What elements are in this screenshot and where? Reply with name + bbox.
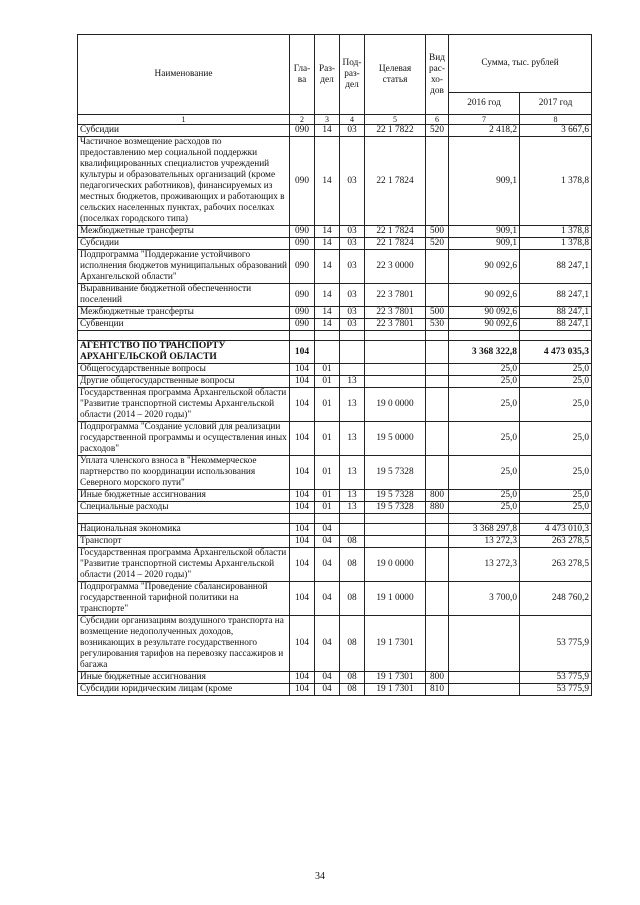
cell-podrazdel: 08 — [340, 616, 365, 672]
col-number: 3 — [315, 115, 340, 125]
cell-glava: 104 — [290, 548, 315, 582]
cell-target: 22 3 0000 — [365, 250, 426, 284]
cell-y2017: 263 278,5 — [520, 548, 592, 582]
col-number: 6 — [426, 115, 449, 125]
cell-podrazdel — [340, 524, 365, 536]
cell-podrazdel: 08 — [340, 548, 365, 582]
cell-vid: 520 — [426, 238, 449, 250]
agency-section — [78, 341, 592, 364]
cell-target: 19 0 0000 — [365, 548, 426, 582]
cell-target: 19 5 0000 — [365, 422, 426, 456]
cell-podrazdel: 13 — [340, 456, 365, 490]
cell-y2016: 3 368 297,8 — [449, 524, 520, 536]
header-target: Целевая статья — [365, 35, 426, 115]
cell-razdel: 01 — [315, 490, 340, 502]
cell-razdel: 04 — [315, 672, 340, 684]
cell-y2016: 90 092,6 — [449, 250, 520, 284]
cell-y2017: 88 247,1 — [520, 250, 592, 284]
cell-razdel: 04 — [315, 536, 340, 548]
table-row — [78, 548, 592, 582]
cell-target — [365, 364, 426, 376]
cell-y2017: 25,0 — [520, 456, 592, 490]
cell-podrazdel: 03 — [340, 137, 365, 226]
cell-name: Иные бюджетные ассигнования — [78, 490, 290, 502]
section-education-subsidies — [78, 125, 592, 331]
cell-vid — [426, 524, 449, 536]
cell-target: 19 0 0000 — [365, 388, 426, 422]
cell-name: Субвенции — [78, 319, 290, 331]
table-row — [78, 582, 592, 616]
cell-glava: 104 — [290, 490, 315, 502]
cell-target: 22 1 7822 — [365, 125, 426, 137]
spacer — [78, 514, 592, 524]
cell-name: Субсидии юридическим лицам (кроме — [78, 684, 290, 696]
cell-y2017: 25,0 — [520, 502, 592, 514]
cell-podrazdel: 08 — [340, 536, 365, 548]
cell-vid: 800 — [426, 490, 449, 502]
cell-glava: 104 — [290, 524, 315, 536]
cell-target: 22 3 7801 — [365, 307, 426, 319]
cell-glava: 104 — [290, 616, 315, 672]
cell-podrazdel: 13 — [340, 376, 365, 388]
cell-glava: 104 — [290, 684, 315, 696]
cell-y2017: 88 247,1 — [520, 319, 592, 331]
cell-y2016: 90 092,6 — [449, 307, 520, 319]
cell-razdel: 14 — [315, 125, 340, 137]
cell-y2016: 90 092,6 — [449, 319, 520, 331]
cell-target — [365, 524, 426, 536]
cell-razdel: 14 — [315, 307, 340, 319]
cell-y2017: 1 378,8 — [520, 137, 592, 226]
header-2017: 2017 год — [520, 93, 592, 115]
cell-y2016: 25,0 — [449, 490, 520, 502]
cell-y2016: 3 700,0 — [449, 582, 520, 616]
cell-y2017: 3 667,6 — [520, 125, 592, 137]
cell-y2017: 1 378,8 — [520, 238, 592, 250]
cell-y2016: 909,1 — [449, 137, 520, 226]
cell-razdel: 04 — [315, 524, 340, 536]
cell-podrazdel: 03 — [340, 125, 365, 137]
col-number: 1 — [78, 115, 290, 125]
cell-name: Государственная программа Архангельской области "Развитие транспортной системы Архангельской области (2014 – 2020 годы)" — [78, 548, 290, 582]
cell-y2017: 4 473 010,3 — [520, 524, 592, 536]
header-name: Наименование — [78, 35, 290, 115]
cell-vid: 810 — [426, 684, 449, 696]
spacer — [78, 331, 592, 341]
section-general-questions — [78, 364, 592, 514]
cell-target: 22 1 7824 — [365, 137, 426, 226]
cell-vid — [426, 548, 449, 582]
cell-podrazdel: 08 — [340, 684, 365, 696]
col-number: 4 — [340, 115, 365, 125]
cell-glava: 090 — [290, 250, 315, 284]
cell-vid — [426, 616, 449, 672]
cell-target — [365, 536, 426, 548]
cell-vid: 880 — [426, 502, 449, 514]
cell-y2017: 248 760,2 — [520, 582, 592, 616]
cell-glava: 104 — [290, 376, 315, 388]
cell-podrazdel: 13 — [340, 422, 365, 456]
agency-name: АГЕНТСТВО ПО ТРАНСПОРТУ АРХАНГЕЛЬСКОЙ ОБЛАСТИ — [78, 341, 290, 364]
cell-vid — [426, 364, 449, 376]
cell-name: Иные бюджетные ассигнования — [78, 672, 290, 684]
table-row — [78, 422, 592, 456]
cell-target: 19 1 7301 — [365, 684, 426, 696]
table-row — [78, 319, 592, 331]
cell-y2016: 13 272,3 — [449, 548, 520, 582]
table-row — [78, 684, 592, 696]
table-row — [78, 137, 592, 226]
cell-glava: 104 — [290, 456, 315, 490]
cell-vid — [426, 422, 449, 456]
header-sum: Сумма, тыс. рублей — [449, 35, 592, 93]
cell-razdel: 14 — [315, 238, 340, 250]
cell-name: Общегосударственные вопросы — [78, 364, 290, 376]
cell-podrazdel: 08 — [340, 672, 365, 684]
cell-y2017: 53 775,9 — [520, 616, 592, 672]
cell-razdel: 14 — [315, 226, 340, 238]
cell-y2017: 25,0 — [520, 490, 592, 502]
cell-razdel: 14 — [315, 284, 340, 307]
cell-target: 19 1 0000 — [365, 582, 426, 616]
agency-2017: 4 473 035,3 — [520, 341, 592, 364]
cell-y2016: 2 418,2 — [449, 125, 520, 137]
cell-y2016: 909,1 — [449, 238, 520, 250]
cell-y2017: 263 278,5 — [520, 536, 592, 548]
cell-glava: 104 — [290, 502, 315, 514]
cell-vid: 520 — [426, 125, 449, 137]
budget-table — [77, 34, 592, 696]
cell-vid — [426, 250, 449, 284]
cell-razdel: 04 — [315, 616, 340, 672]
header-podrazdel: Под-раз-дел — [340, 35, 365, 115]
cell-glava: 104 — [290, 672, 315, 684]
cell-name: Межбюджетные трансферты — [78, 226, 290, 238]
table-row — [78, 376, 592, 388]
cell-glava: 090 — [290, 125, 315, 137]
cell-vid: 500 — [426, 307, 449, 319]
cell-glava: 090 — [290, 307, 315, 319]
cell-y2017: 25,0 — [520, 364, 592, 376]
cell-y2017: 25,0 — [520, 388, 592, 422]
cell-y2016: 25,0 — [449, 388, 520, 422]
page-number: 34 — [315, 871, 325, 882]
cell-vid — [426, 388, 449, 422]
table-row — [78, 364, 592, 376]
cell-glava: 104 — [290, 422, 315, 456]
cell-razdel: 14 — [315, 319, 340, 331]
header-vid: Вид рас-хо-дов — [426, 35, 449, 115]
cell-target: 19 1 7301 — [365, 616, 426, 672]
table-row — [78, 456, 592, 490]
cell-glava: 090 — [290, 319, 315, 331]
cell-target: 19 1 7301 — [365, 672, 426, 684]
cell-name: Государственная программа Архангельской области "Развитие транспортной системы Архангельской области (2014 – 2020 годы)" — [78, 388, 290, 422]
cell-podrazdel: 03 — [340, 307, 365, 319]
cell-razdel: 14 — [315, 250, 340, 284]
cell-y2016 — [449, 672, 520, 684]
cell-y2016: 13 272,3 — [449, 536, 520, 548]
header-glava: Гла-ва — [290, 35, 315, 115]
column-numbers-row — [78, 115, 592, 125]
cell-name: Другие общегосударственные вопросы — [78, 376, 290, 388]
cell-razdel: 04 — [315, 684, 340, 696]
cell-podrazdel: 13 — [340, 502, 365, 514]
cell-razdel: 01 — [315, 388, 340, 422]
col-number: 2 — [290, 115, 315, 125]
cell-vid — [426, 376, 449, 388]
cell-razdel: 01 — [315, 376, 340, 388]
cell-podrazdel: 03 — [340, 284, 365, 307]
cell-vid: 500 — [426, 226, 449, 238]
cell-razdel: 01 — [315, 422, 340, 456]
cell-y2016: 909,1 — [449, 226, 520, 238]
cell-name: Межбюджетные трансферты — [78, 307, 290, 319]
cell-razdel: 01 — [315, 364, 340, 376]
cell-y2016: 90 092,6 — [449, 284, 520, 307]
cell-razdel: 01 — [315, 456, 340, 490]
cell-y2017: 53 775,9 — [520, 672, 592, 684]
cell-podrazdel: 03 — [340, 226, 365, 238]
agency-row — [78, 341, 592, 364]
cell-vid — [426, 284, 449, 307]
cell-podrazdel — [340, 364, 365, 376]
cell-razdel: 04 — [315, 548, 340, 582]
cell-glava: 090 — [290, 137, 315, 226]
cell-podrazdel: 13 — [340, 388, 365, 422]
cell-vid — [426, 456, 449, 490]
cell-y2017: 25,0 — [520, 422, 592, 456]
cell-y2017: 25,0 — [520, 376, 592, 388]
cell-name: Субсидии — [78, 238, 290, 250]
cell-podrazdel: 08 — [340, 582, 365, 616]
cell-y2017: 1 378,8 — [520, 226, 592, 238]
cell-y2016: 25,0 — [449, 364, 520, 376]
cell-razdel: 14 — [315, 137, 340, 226]
cell-target: 19 5 7328 — [365, 456, 426, 490]
cell-target: 19 5 7328 — [365, 502, 426, 514]
cell-name: Подпрограмма "Поддержание устойчивого исполнения бюджетов муниципальных образований Архангельской области" — [78, 250, 290, 284]
cell-y2017: 53 775,9 — [520, 684, 592, 696]
table-row — [78, 125, 592, 137]
section-national-economy — [78, 524, 592, 696]
cell-podrazdel: 03 — [340, 319, 365, 331]
cell-glava: 090 — [290, 284, 315, 307]
table-row — [78, 672, 592, 684]
cell-name: Уплата членского взноса в "Некоммерческое партнерство по координации использования Северного морского пути" — [78, 456, 290, 490]
table-row — [78, 284, 592, 307]
cell-glava: 104 — [290, 388, 315, 422]
cell-y2016: 25,0 — [449, 502, 520, 514]
header-razdel: Раз-дел — [315, 35, 340, 115]
cell-glava: 104 — [290, 536, 315, 548]
cell-vid: 800 — [426, 672, 449, 684]
cell-glava: 090 — [290, 238, 315, 250]
cell-podrazdel: 03 — [340, 250, 365, 284]
cell-target: 19 5 7328 — [365, 490, 426, 502]
cell-name: Транспорт — [78, 536, 290, 548]
header-2016: 2016 год — [449, 93, 520, 115]
cell-name: Выравнивание бюджетной обеспеченности поселений — [78, 284, 290, 307]
cell-y2016 — [449, 684, 520, 696]
cell-name: Субсидии — [78, 125, 290, 137]
cell-name: Субсидии организациям воздушного транспорта на возмещение недополученных доходов, возникающих в результате государственного регулирования тарифов на перевозку пассажиров и багажа — [78, 616, 290, 672]
cell-podrazdel: 03 — [340, 238, 365, 250]
cell-y2016: 25,0 — [449, 422, 520, 456]
table-row — [78, 502, 592, 514]
table-row — [78, 524, 592, 536]
cell-vid — [426, 137, 449, 226]
cell-y2017: 88 247,1 — [520, 307, 592, 319]
cell-name: Подпрограмма "Создание условий для реализации государственной программы и осуществления иных расходов" — [78, 422, 290, 456]
cell-vid — [426, 536, 449, 548]
cell-name: Частичное возмещение расходов по предоставлению мер социальной поддержки квалифицированных специалистов учреждений культуры и образовательных организаций (кроме педагогических работников), финансируемых из местных бюджетов, проживающих и работающих в сельских населенных пунктах, рабочих поселках (поселках городского типа) — [78, 137, 290, 226]
table-row — [78, 238, 592, 250]
agency-glava: 104 — [290, 341, 315, 364]
col-number: 8 — [520, 115, 592, 125]
cell-target: 22 3 7801 — [365, 284, 426, 307]
agency-2016: 3 368 322,8 — [449, 341, 520, 364]
cell-vid: 530 — [426, 319, 449, 331]
cell-podrazdel: 13 — [340, 490, 365, 502]
table-row — [78, 616, 592, 672]
col-number: 7 — [449, 115, 520, 125]
col-number: 5 — [365, 115, 426, 125]
cell-razdel: 04 — [315, 582, 340, 616]
cell-y2016: 25,0 — [449, 376, 520, 388]
cell-y2017: 88 247,1 — [520, 284, 592, 307]
cell-glava: 104 — [290, 582, 315, 616]
cell-razdel: 01 — [315, 502, 340, 514]
cell-y2016: 25,0 — [449, 456, 520, 490]
cell-vid — [426, 582, 449, 616]
cell-target: 22 1 7824 — [365, 238, 426, 250]
table-row — [78, 250, 592, 284]
cell-target: 22 3 7801 — [365, 319, 426, 331]
cell-glava: 090 — [290, 226, 315, 238]
cell-target: 22 1 7824 — [365, 226, 426, 238]
table-row — [78, 226, 592, 238]
cell-name: Национальная экономика — [78, 524, 290, 536]
cell-glava: 104 — [290, 364, 315, 376]
table-row — [78, 388, 592, 422]
cell-target — [365, 376, 426, 388]
cell-name: Подпрограмма "Проведение сбалансированной государственной тарифной политики на транспорте" — [78, 582, 290, 616]
table-row — [78, 490, 592, 502]
cell-name: Специальные расходы — [78, 502, 290, 514]
table-row — [78, 536, 592, 548]
table-row — [78, 307, 592, 319]
cell-y2016 — [449, 616, 520, 672]
